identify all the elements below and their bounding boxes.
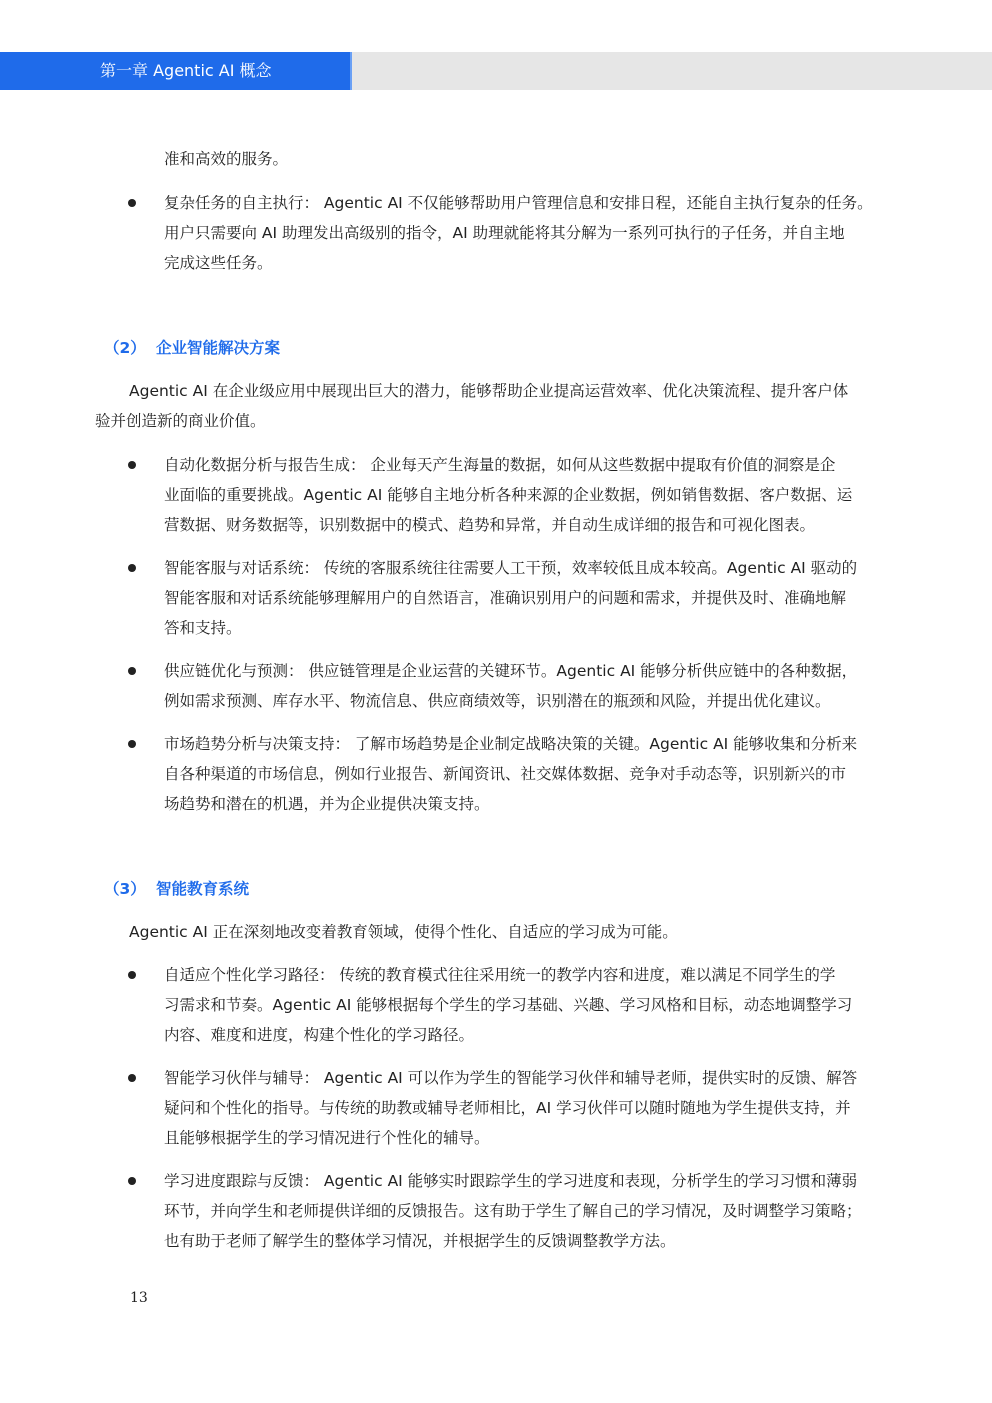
bullet-data-analysis-line-3: 营数据、财务数据等，识别数据中的模式、趋势和异常，并自动生成详细的报告和可视化图表。 [164, 516, 816, 534]
section-3-title: 智能教育系统 [156, 880, 250, 898]
section-2-paragraph-line-2: 验并创造新的商业价值。 [95, 412, 266, 430]
bullet-data-analysis-line-2: 业面临的重要挑战。Agentic AI 能够自主地分析各种来源的企业数据，例如销售数据、客户数据、运 [164, 486, 853, 504]
bullet-progress-tracking-line-2: 环节，并向学生和老师提供详细的反馈报告。这有助于学生了解自己的学习情况，及时调整学习策略； [164, 1202, 862, 1220]
bullet-adaptive-path-line-1: 自适应个性化学习路径： 传统的教育模式往往采用统一的教学内容和进度，难以满足不同学生的学 [164, 966, 836, 984]
chapter-header-chip [0, 52, 352, 90]
intro-fragment: 准和高效的服务。 [164, 150, 289, 168]
bullet-market-trend-line-3: 场趋势和潜在的机遇，并为企业提供决策支持。 [164, 795, 490, 813]
section-3-paragraph-line-1: Agentic AI 正在深刻地改变着教育领域，使得个性化、自适应的学习成为可能。 [129, 923, 678, 941]
bullet-data-analysis-line-1: 自动化数据分析与报告生成： 企业每天产生海量的数据，如何从这些数据中提取有价值的洞察是企 [164, 456, 836, 474]
bullet-learning-partner-line-1: 智能学习伙伴与辅导： Agentic AI 可以作为学生的智能学习伙伴和辅导老师，提供实时的反馈、解答 [164, 1069, 858, 1087]
bullet-adaptive-path-line-2: 习需求和节奏。Agentic AI 能够根据每个学生的学习基础、兴趣、学习风格和目标，动态地调整学习 [164, 996, 853, 1014]
bullet-market-trend-line-1: 市场趋势分析与决策支持： 了解市场趋势是企业制定战略决策的关键。Agentic AI 能够收集和分析来 [164, 735, 858, 753]
bullet-dot [128, 199, 136, 207]
bullet-complex-line-3: 完成这些任务。 [164, 254, 273, 272]
bullet-dot [128, 564, 136, 572]
bullet-dot [128, 1177, 136, 1185]
bullet-customer-service-line-2: 智能客服和对话系统能够理解用户的自然语言，准确识别用户的问题和需求，并提供及时、准确地解 [164, 589, 847, 607]
bullet-supply-chain-line-2: 例如需求预测、库存水平、物流信息、供应商绩效等，识别潜在的瓶颈和风险，并提出优化建议。 [164, 692, 831, 710]
bullet-complex-line-1: 复杂任务的自主执行： Agentic AI 不仅能够帮助用户管理信息和安排日程，还能自主执行复杂的任务。 [164, 194, 873, 212]
bullet-progress-tracking-line-1: 学习进度跟踪与反馈： Agentic AI 能够实时跟踪学生的学习进度和表现，分析学生的学习习惯和薄弱 [164, 1172, 858, 1190]
bullet-learning-partner-line-2: 疑问和个性化的指导。与传统的助教或辅导老师相比，AI 学习伙伴可以随时随地为学生提供支持，并 [164, 1099, 851, 1117]
chapter-header-bar [0, 52, 992, 90]
bullet-customer-service-line-1: 智能客服与对话系统： 传统的客服系统往往需要人工干预，效率较低且成本较高。Agentic AI 驱动的 [164, 559, 858, 577]
section-2-title: 企业智能解决方案 [156, 339, 281, 357]
bullet-adaptive-path-line-3: 内容、难度和进度，构建个性化的学习路径。 [164, 1026, 475, 1044]
bullet-progress-tracking-line-3: 也有助于老师了解学生的整体学习情况，并根据学生的反馈调整教学方法。 [164, 1232, 676, 1250]
page-number: 13 [130, 1290, 148, 1306]
bullet-complex-line-2: 用户只需要向 AI 助理发出高级别的指令，AI 助理就能将其分解为一系列可执行的子任务，并自主地 [164, 224, 845, 242]
chapter-title: 第一章 Agentic AI 概念 [100, 61, 272, 80]
bullet-dot [128, 461, 136, 469]
section-3-number: （3） [104, 880, 146, 898]
bullet-supply-chain-line-1: 供应链优化与预测： 供应链管理是企业运营的关键环节。Agentic AI 能够分析供应链中的各种数据， [164, 662, 858, 680]
bullet-learning-partner-line-3: 且能够根据学生的学习情况进行个性化的辅导。 [164, 1129, 490, 1147]
bullet-dot [128, 667, 136, 675]
bullet-customer-service-line-3: 答和支持。 [164, 619, 242, 637]
bullet-dot [128, 740, 136, 748]
bullet-market-trend-line-2: 自各种渠道的市场信息，例如行业报告、新闻资讯、社交媒体数据、竞争对手动态等，识别新兴的市 [164, 765, 847, 783]
section-2-paragraph-line-1: Agentic AI 在企业级应用中展现出巨大的潜力，能够帮助企业提高运营效率、优化决策流程、提升客户体 [129, 382, 849, 400]
section-2-number: （2） [104, 339, 146, 357]
bullet-dot [128, 971, 136, 979]
bullet-dot [128, 1074, 136, 1082]
